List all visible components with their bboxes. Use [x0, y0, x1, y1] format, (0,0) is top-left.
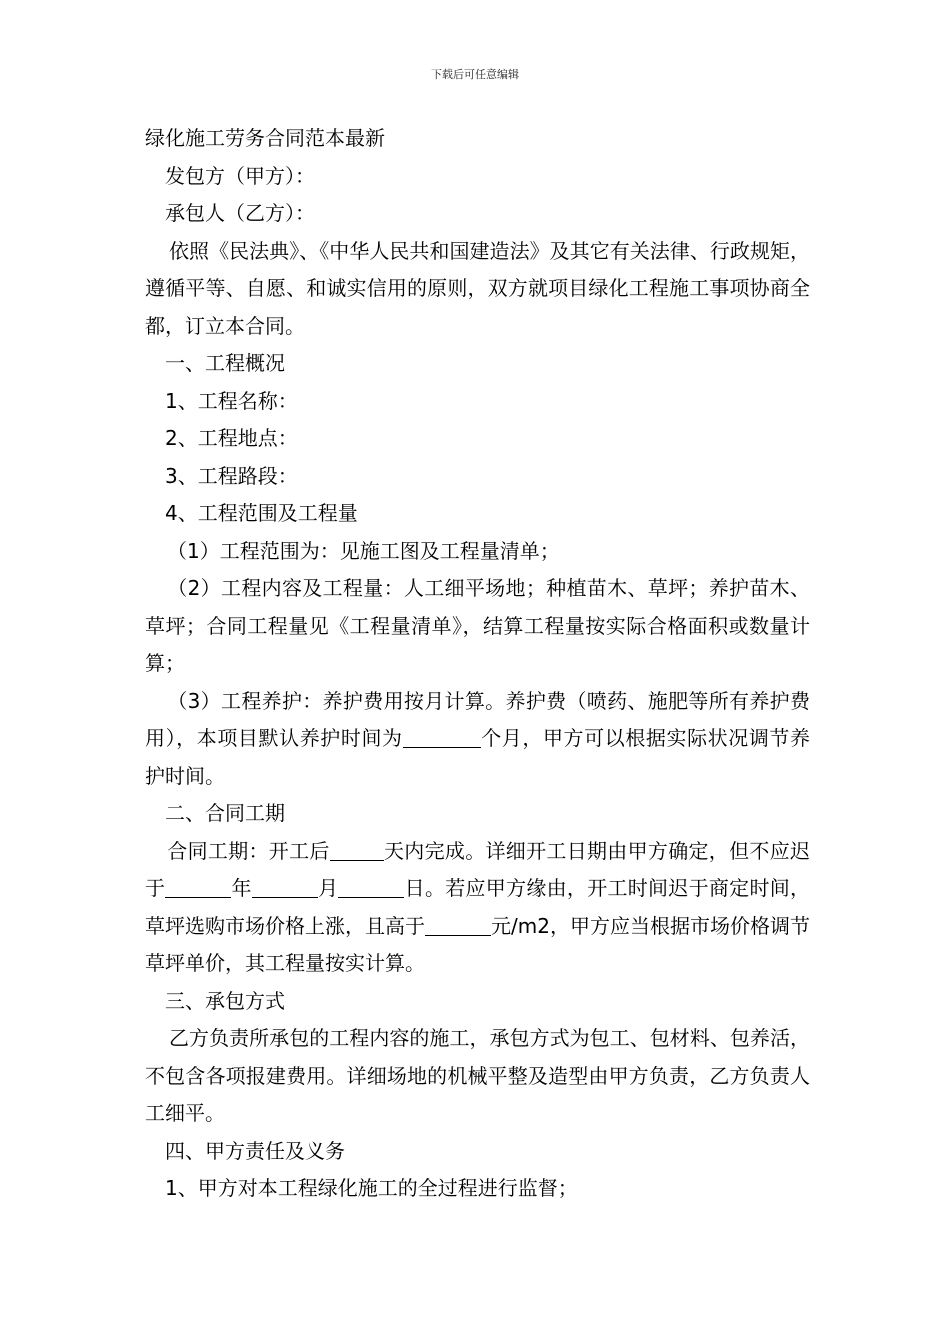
section-2-text-c: 日。若应甲方缘由，开工时间迟于商定时间，草坪选购市场价格上涨，且高于 — [145, 876, 811, 938]
party-b-line: 承包人（乙方）： — [165, 201, 315, 225]
section-1-sub-2-text: （2）工程内容及工程量：人工细平场地；种植苗木、草坪；养护苗木、草坪；合同工程量见《工程量清单》，结算工程量按实际合格面积或数量计算； — [145, 576, 810, 675]
intro-text: 依照《民法典》、《中华人民共和国建造法》及其它有关法律、行政规矩，遵循平等、自愿、和诚实信用的原则，双方就项目绿化工程施工事项协商全都，订立本合同。 — [145, 238, 810, 338]
section-1-item-1: 1、工程名称： — [165, 388, 298, 413]
section-3-text: 乙方负责所承包的工程内容的施工，承包方式为包工、包材料、包养活，不包含各项报建费用。详细场地的机械平整及造型由甲方负责，乙方负责人工细平。 — [145, 1026, 810, 1125]
page-header: 下载后可任意编辑 — [431, 68, 519, 81]
section-2-month: 月 — [317, 876, 339, 900]
party-a-line: 发包方（甲方）： — [165, 163, 315, 188]
intro-paragraph — [145, 233, 810, 346]
section-2-text-b: 天内完成。详细开工日期由甲方确定，但不应迟于 — [145, 838, 811, 900]
section-1-sub-3-text-a: （3）工程养护：养护费用按月计算。养护费（喷药、施肥等所有养护费用），本项目默认养护时间为 — [145, 688, 810, 750]
section-2-text-d: 元/m2，甲方应当根据市场价格调节草坪单价，其工程量按实计算。 — [145, 913, 811, 975]
price-blank[interactable] — [425, 915, 491, 936]
section-4-heading: 四、甲方责任及义务 — [165, 1138, 345, 1163]
section-1-item-2: 2、工程地点： — [165, 426, 298, 450]
year-blank[interactable] — [165, 877, 231, 898]
section-1-heading: 一、工程概况 — [165, 351, 285, 375]
day-blank[interactable] — [338, 877, 404, 898]
section-2-heading: 二、合同工期 — [165, 801, 285, 825]
duration-days-blank[interactable] — [330, 840, 384, 861]
document-title: 绿化施工劳务合同范本最新 — [145, 126, 385, 150]
section-2-paragraph — [145, 833, 810, 983]
section-1-item-4: 4、工程范围及工程量 — [165, 501, 358, 525]
section-4-item-1: 1、甲方对本工程绿化施工的全过程进行监督； — [165, 1176, 578, 1200]
maintenance-months-blank[interactable] — [403, 727, 481, 748]
document-body — [145, 120, 810, 1208]
section-1-sub-2 — [145, 570, 810, 683]
section-1-sub-1: （1）工程范围为：见施工图及工程量清单； — [167, 538, 560, 563]
section-1-sub-3 — [145, 683, 810, 796]
section-1-sub-3-text-b: 个月，甲方可以根据实际状况调节养护时间。 — [145, 726, 811, 788]
section-1-item-3: 3、工程路段： — [165, 463, 298, 488]
section-3-heading: 三、承包方式 — [165, 988, 285, 1013]
section-3-paragraph — [145, 1020, 810, 1133]
section-2-text-a: 合同工期：开工后 — [167, 838, 330, 863]
month-blank[interactable] — [252, 877, 318, 898]
section-2-year: 年 — [231, 876, 252, 900]
